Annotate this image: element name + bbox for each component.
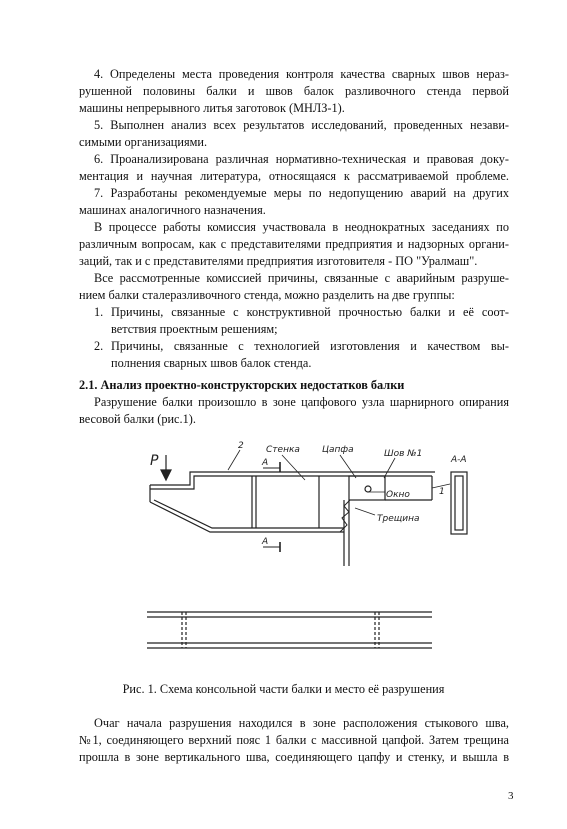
page-number: 3	[508, 790, 514, 802]
paragraph-6-line-2: ментация и научная литература, относящаяся к рассматриваемой проблеме.	[79, 169, 509, 183]
label-shov: Шов №1	[384, 449, 423, 459]
paragraph-4-line-2: рушенной половины балки и швов балок разливочного стенда первой	[79, 84, 509, 98]
cross-section-inner	[455, 476, 463, 530]
section-intro-line-2: весовой балки (рис.1).	[79, 412, 196, 426]
leader-shov	[384, 458, 395, 478]
paragraph-7-line-2: машинах аналогичного назначения.	[79, 203, 266, 217]
causes-paragraph-line-1: Все рассмотренные комиссией причины, связанные с аварийным разруше-	[94, 271, 509, 285]
figure-caption: Рис. 1. Схема консольной части балки и место её разрушения	[122, 682, 445, 696]
label-tsapfa: Цапфа	[322, 445, 354, 455]
leader-2	[228, 450, 240, 470]
label-section-aa: А-А	[451, 455, 467, 465]
list-item-2-line-1: Причины, связанные с технологией изготовления и качеством вы-	[111, 339, 509, 353]
paragraph-6-line-1: 6. Проанализирована различная нормативно-техническая и правовая доку-	[94, 152, 509, 166]
paragraph-5-line-1: 5. Выполнен анализ всех результатов исследований, проведенных незави-	[94, 118, 509, 132]
beam-top-chord-outer	[150, 472, 435, 485]
closing-line-3: прошла в зоне вертикального шва, соединяющего цапфу и стенку, и вышла в	[79, 750, 509, 764]
section-intro-line-1: Разрушение балки произошло в зоне цапфового узла шарнирного опирания	[94, 395, 509, 409]
beam-bottom-chord-inner	[154, 500, 344, 528]
paragraph-4-line-3: машины непрерывного литья заготовок (МНЛЗ-1).	[79, 101, 345, 115]
beam-top-chord-inner	[150, 476, 432, 489]
list-item-2-line-2: полнения сварных швов балок стенда.	[111, 356, 312, 370]
trunnion-block	[349, 476, 385, 500]
leader-treshchina	[355, 508, 375, 515]
label-load-p: P	[150, 453, 159, 469]
section-heading: 2.1. Анализ проектно-конструкторских недостатков балки	[79, 378, 405, 392]
label-section-a-top: А	[262, 458, 269, 468]
cross-section-outer	[451, 472, 467, 534]
commission-paragraph-line-3: заций, так и с представителями предприятия изготовителя - ПО "Уралмаш".	[79, 254, 478, 268]
load-arrow-head	[161, 470, 171, 480]
closing-line-2: №1, соединяющего верхний пояс 1 балки с массивной цапфой. Затем трещина	[79, 733, 509, 747]
list-item-1-line-2: ветствия проектным решениям;	[111, 322, 278, 336]
list-item-1-line-1: Причины, связанные с конструктивной прочностью балки и её соот-	[111, 305, 509, 319]
leader-tsapfa	[340, 455, 356, 478]
label-treshchina: Трещина	[377, 514, 420, 524]
label-okno: Окно	[386, 490, 410, 500]
commission-paragraph-line-1: В процессе работы комиссия участвовала в неоднократных заседаниях по	[94, 220, 509, 234]
label-2: 2	[238, 441, 244, 451]
commission-paragraph-line-2: различным вопросам, как с представителями предприятия и надзорных органи-	[79, 237, 509, 251]
closing-line-1: Очаг начала разрушения находился в зоне расположения стыкового шва,	[94, 716, 509, 730]
label-stenka: Стенка	[266, 445, 300, 455]
causes-paragraph-line-2: нием балки сталеразливочного стенда, можно разделить на две группы:	[79, 288, 455, 302]
trunnion-hole	[365, 486, 371, 492]
list-item-1-number: 1.	[94, 305, 104, 319]
label-1: 1	[439, 487, 445, 497]
list-item-2-number: 2.	[94, 339, 104, 353]
paragraph-4-line-1: 4. Определены места проведения контроля качества сварных швов нераз-	[94, 67, 509, 81]
paragraph-7-line-1: 7. Разработаны рекомендуемые меры по недопущению аварий на других	[94, 186, 509, 200]
label-section-a-bottom: А	[262, 537, 269, 547]
paragraph-5-line-2: симыми организациями.	[79, 135, 208, 149]
